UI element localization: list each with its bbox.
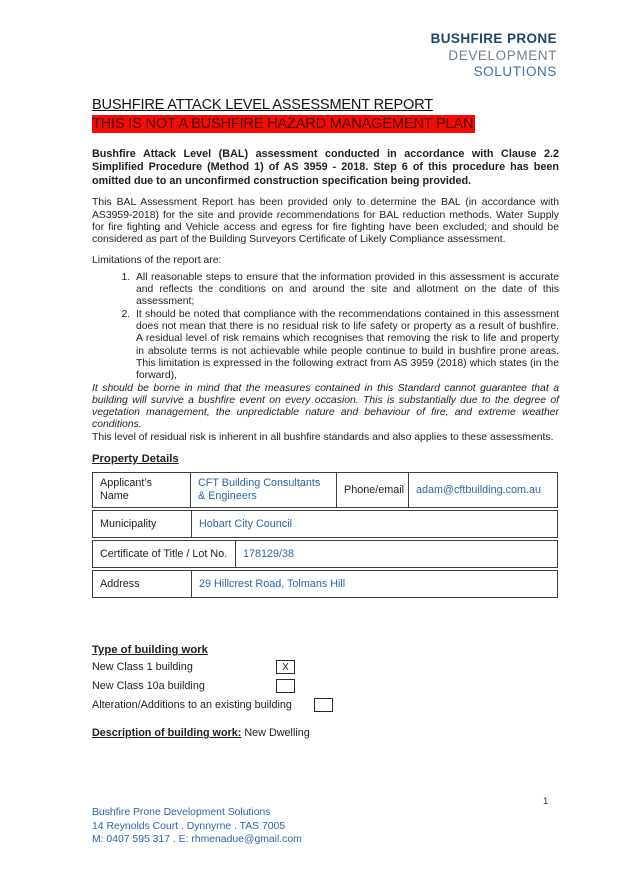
description-line	[92, 727, 559, 739]
logo-line-2: DEVELOPMENT	[448, 47, 557, 63]
table-row	[92, 472, 558, 508]
table-row	[92, 540, 558, 568]
checkbox-alteration[interactable]	[314, 698, 333, 712]
address-value: 29 Hillcrest Road, Tolmans Hill	[191, 571, 557, 597]
limitation-item-2: 2. It should be noted that compliance with the recommendations contained in this assessment does not mean that there is no residual risk to life safety or property as a result of bushfire. A residual level of risk remains which recognises that removing the risk to life and property in absolute terms is not achievable while people continue to build in bushfire prone areas. This limitation is expressed in the following extract from AS 3959 (2018) which states (in the forward),	[133, 309, 559, 383]
company-logo	[431, 31, 557, 81]
phone-email-label: Phone/email	[336, 473, 408, 507]
table-row	[92, 510, 558, 538]
footer-contact-block	[92, 806, 302, 847]
logo-line-1: BUSHFIRE PRONE	[430, 31, 557, 46]
certificate-title-label: Certificate of Title / Lot No.	[100, 547, 228, 560]
document-content	[92, 97, 559, 739]
description-label: Description of building work:	[92, 727, 242, 739]
applicant-name-value: CFT Building Consultants & Engineers	[190, 473, 336, 507]
footer-company-name: Bushfire Prone Development Solutions	[92, 807, 271, 818]
limitations-intro: Limitations of the report are:	[92, 254, 222, 266]
phone-email-value: adam@cftbuilding.com.au	[408, 473, 557, 507]
description-value: New Dwelling	[241, 727, 310, 739]
property-details-heading: Property Details	[92, 453, 179, 465]
checkbox-new-class-1[interactable]: X	[276, 660, 295, 674]
footer-address: 14 Reynolds Court . Dynnyrne . TAS 7005	[92, 820, 286, 832]
municipality-value: Hobart City Council	[191, 511, 557, 537]
intro-bold-paragraph: Bushfire Attack Level (BAL) assessment conducted in accordance with Clause 2.2 Simplified Procedure (Method 1) of AS 3959 - 2018. Step 6 of this procedure has been omitted due to an unconfirmed construction specification being provided.	[92, 148, 559, 187]
report-title: BUSHFIRE ATTACK LEVEL ASSESSMENT REPORT	[92, 97, 433, 113]
limitation-item-1: 1. All reasonable steps to ensure that the information provided in this assessment is accurate and reflects the conditions on and around the site and allotment on the date of this assessment;	[133, 272, 559, 309]
standard-extract-italic: It should be borne in mind that the measures contained in this Standard cannot guarantee that a building will survive a bushfire event on every occasion. This is substantially due to the degree of vegetation management, the unpredictable nature and behaviour of fire, and extreme weather conditions.	[92, 382, 559, 431]
building-work-option	[92, 697, 559, 713]
option-label-new-class-10a: New Class 10a building	[92, 680, 205, 692]
option-label-alteration: Alteration/Additions to an existing building	[92, 699, 292, 711]
certificate-title-value: 178129/38	[235, 541, 557, 567]
building-work-option	[92, 659, 559, 675]
limitations-list	[92, 272, 559, 383]
table-row	[92, 570, 558, 598]
footer-phone-email: M: 0407 595 317 . E: rhmenadue@gmail.com	[92, 834, 302, 845]
option-label-new-class-1: New Class 1 building	[92, 661, 193, 673]
page-number: 1	[543, 796, 549, 807]
address-label: Address	[100, 577, 140, 590]
building-work-heading: Type of building work	[92, 644, 208, 656]
logo-line-3: SOLUTIONS	[473, 64, 557, 79]
limitations-closing: This level of residual risk is inherent in all bushfire standards and also applies to these assessments.	[92, 431, 554, 443]
intro-body-paragraph: This BAL Assessment Report has been provided only to determine the BAL (in accordance with AS3959-2018) for the site and provide recommendations for BAL reduction methods. Water Supply for fire fighting and Vehicle access and egress for fire fighting have been excluded; and should be considered as part of the Building Surveyors Certificate of Likely Compliance assessment.	[92, 197, 559, 246]
warning-banner: THIS IS NOT A BUSHFIRE HAZARD MANAGEMENT PLAN	[92, 116, 474, 132]
applicant-name-label: Applicant’s Name	[100, 477, 153, 502]
municipality-label: Municipality	[100, 517, 157, 530]
building-work-option	[92, 678, 559, 694]
property-details-table	[92, 472, 558, 598]
checkbox-new-class-10a[interactable]	[276, 679, 295, 693]
